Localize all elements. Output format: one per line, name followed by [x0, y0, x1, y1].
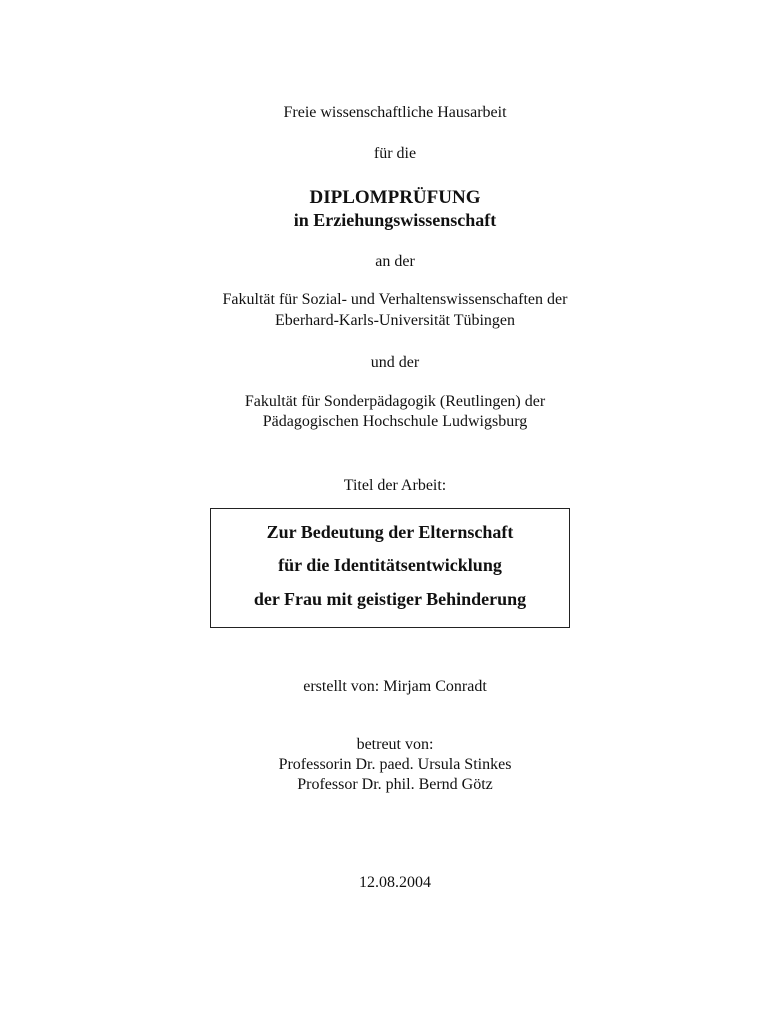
- submission-date: 12.08.2004: [359, 874, 431, 891]
- at-the-label: an der: [375, 253, 415, 270]
- supervisor-2: Professor Dr. phil. Bernd Götz: [297, 776, 493, 793]
- supervisor-1: Professorin Dr. paed. Ursula Stinkes: [278, 756, 512, 773]
- faculty-2-line-2: Pädagogischen Hochschule Ludwigsburg: [262, 413, 528, 430]
- and-the-label: und der: [370, 354, 420, 371]
- faculty-1-line-1: Fakultät für Sozial- und Verhaltenswissenschaften der: [222, 291, 568, 308]
- thesis-title-line-3: der Frau mit geistiger Behinderung: [253, 589, 527, 609]
- subject-heading: in Erziehungswissenschaft: [293, 210, 497, 230]
- exam-heading: DIPLOMPRÜFUNG: [309, 187, 481, 208]
- thesis-type: Freie wissenschaftliche Hausarbeit: [283, 104, 507, 121]
- thesis-title-line-1: Zur Bedeutung der Elternschaft: [266, 522, 514, 542]
- for-the-label: für die: [373, 145, 417, 162]
- faculty-1-line-2: Eberhard-Karls-Universität Tübingen: [274, 312, 516, 329]
- thesis-title-box: [210, 508, 570, 628]
- faculty-2-line-1: Fakultät für Sonderpädagogik (Reutlingen) der: [244, 393, 546, 410]
- title-label: Titel der Arbeit:: [343, 477, 447, 494]
- supervised-label: betreut von:: [356, 736, 434, 753]
- thesis-title-line-2: für die Identitätsentwicklung: [278, 555, 502, 575]
- author-line: erstellt von: Mirjam Conradt: [303, 678, 487, 695]
